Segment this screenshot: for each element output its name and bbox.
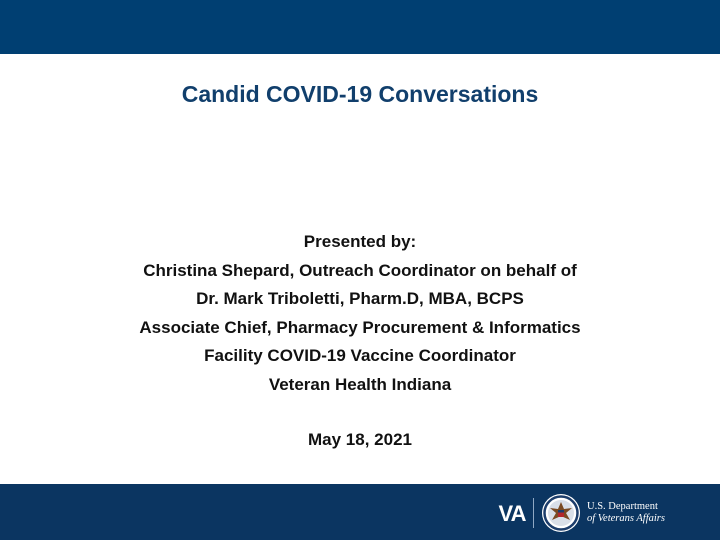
presenter-heading: Presented by: xyxy=(303,232,417,251)
presenter-line: Veteran Health Indiana xyxy=(268,374,452,394)
header-bar xyxy=(0,0,720,54)
department-name xyxy=(587,501,665,525)
va-logo-text: VA xyxy=(498,501,526,526)
footer-divider xyxy=(533,498,534,528)
department-line-1: U.S. Department xyxy=(587,501,658,512)
presentation-date: May 18, 2021 xyxy=(308,430,412,449)
presenter-line: Associate Chief, Pharmacy Procurement & Informatics xyxy=(139,317,581,337)
presenter-line: Christina Shepard, Outreach Coordinator on behalf of xyxy=(143,260,577,280)
presenter-block xyxy=(0,228,720,399)
department-line-2: of Veterans Affairs xyxy=(587,513,665,524)
slide-title: Candid COVID-19 Conversations xyxy=(181,81,539,107)
presenter-line: Facility COVID-19 Vaccine Coordinator xyxy=(204,346,516,365)
va-logo xyxy=(492,499,532,527)
va-seal-icon xyxy=(541,493,581,533)
presenter-line: Dr. Mark Triboletti, Pharm.D, MBA, BCPS xyxy=(196,289,524,308)
